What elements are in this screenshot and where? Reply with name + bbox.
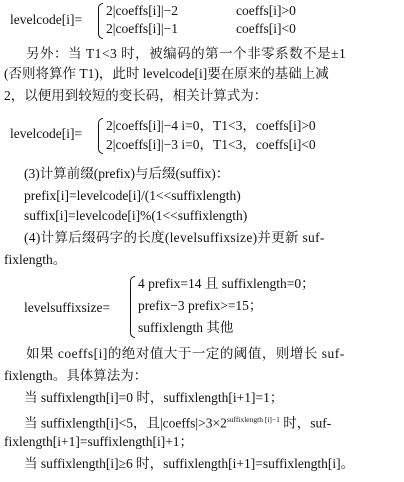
eq3-case3: suffixlength 其他 (138, 320, 234, 335)
step4-line2: fixlength。 (4, 252, 67, 267)
para2-line2: fixlength。具体算法为： (4, 368, 148, 383)
step3-heading: (3)计算前缀(prefix)与后缀(suffix)： (24, 166, 230, 181)
para2-line1: 如果 coeffs[i]的绝对值大于一定的阈值，则增长 suf- (26, 346, 345, 361)
step3-suffix-eq: suffix[i]=levelcode[i]%(1<<suffixlength) (24, 208, 248, 223)
eq1-lhs: levelcode[i]= (10, 12, 83, 27)
eq1-brace (98, 3, 103, 39)
para1-line3: 2，以便用到较短的变长码，相关计算式为： (4, 88, 268, 103)
rule-1: 当 suffixlength[i]=0 时，suffixlength[i+1]=1； (24, 390, 284, 405)
step4-line1: (4)计算后缀码字的长度(levelsuffixsize)并更新 suf- (24, 230, 325, 245)
rule-2-text: 当 suffixlength[i]<5，且|coeffs|>3×2 (24, 415, 227, 431)
eq2-case2: 2|coeffs[i]|−3 i=0，T1<3，coeffs[i]<0 (106, 137, 316, 152)
rule-2-line1 (24, 412, 331, 432)
eq3-case2: prefix−3 prefix>=15； (138, 298, 263, 313)
eq1-case1: 2|coeffs[i]|−2 (106, 3, 178, 18)
eq3-brace (130, 276, 135, 338)
para1-line2: (否则将算作 T1)，此时 levelcode[i]要在原来的基础上减 (4, 66, 329, 81)
eq1-cond1: coeffs[i]>0 (236, 3, 296, 18)
rule-3: 当 suffixlength[i]≥6 时，suffixlength[i+1]=suffixlength[i]。 (24, 456, 355, 471)
rule-2-exponent: suffixlength [i]−1 (226, 415, 280, 424)
eq3-lhs: levelsuffixsize= (24, 300, 111, 315)
rule-2-tail: 时，suf- (279, 415, 332, 431)
para1-line1: 另外：当 T1<3 时，被编码的第一个非零系数不是±1 (26, 46, 347, 61)
eq1-case2: 2|coeffs[i]|−1 (106, 21, 178, 36)
step3-prefix-eq: prefix[i]=levelcode[i]/(1<<suffixlength) (24, 188, 241, 203)
eq3-case1: 4 prefix=14 且 suffixlength=0； (138, 276, 315, 291)
rule-2-line2: fixlength[i+1]=suffixlength[i]+1； (4, 434, 194, 449)
eq2-lhs: levelcode[i]= (10, 126, 83, 141)
eq2-case1: 2|coeffs[i]|−4 i=0，T1<3，coeffs[i]>0 (106, 118, 316, 133)
eq1-cond2: coeffs[i]<0 (236, 21, 296, 36)
eq2-brace (98, 118, 103, 154)
